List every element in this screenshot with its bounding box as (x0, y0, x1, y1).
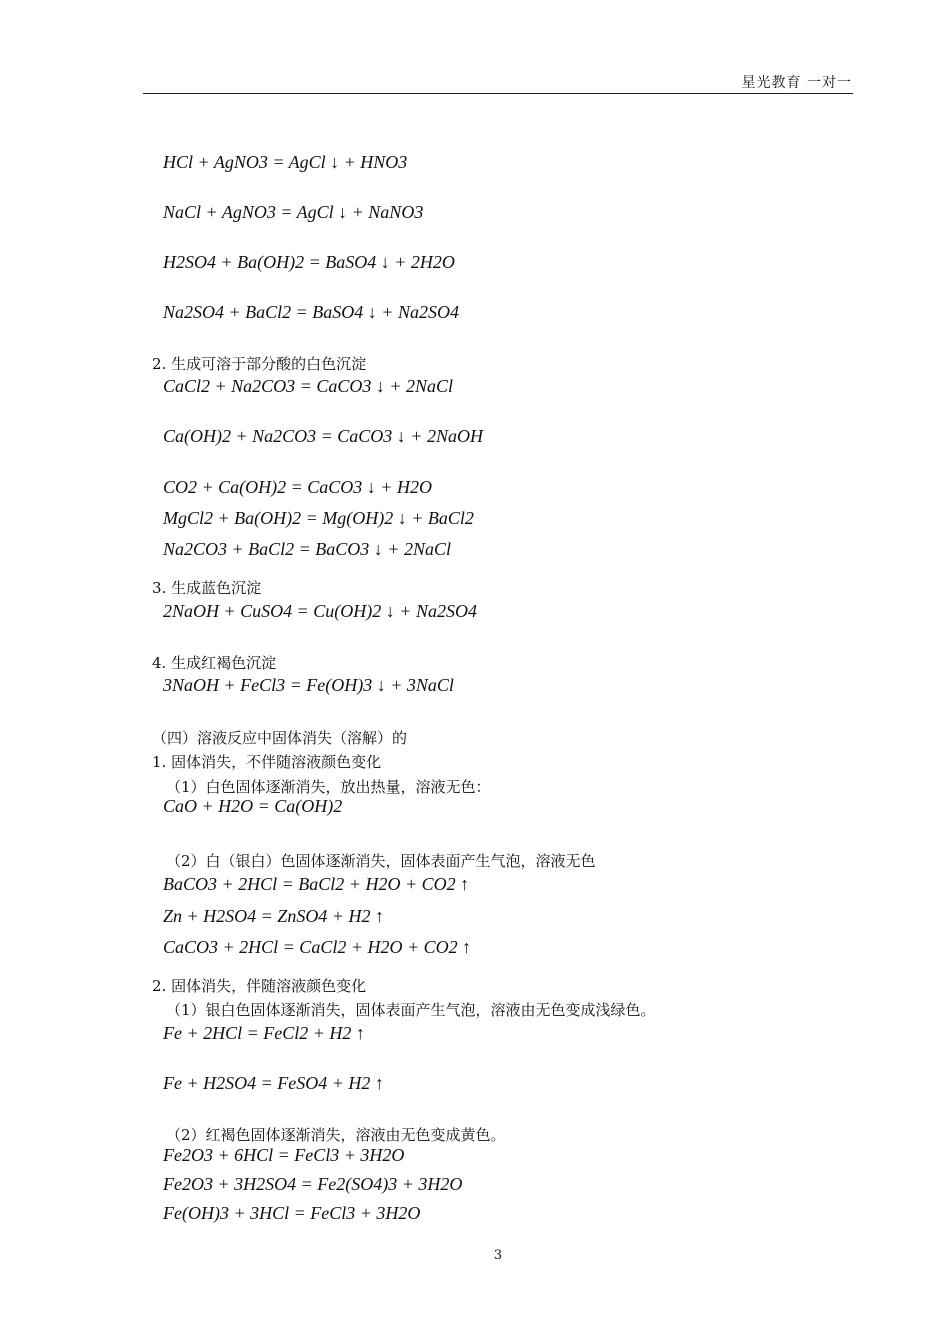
eq-cacl2-na2co3: CaCl2 + Na2CO3 = CaCO3 ↓ + 2NaCl (163, 376, 453, 396)
eq-fe2o3-hcl: Fe2O3 + 6HCl = FeCl3 + 3H2O (163, 1145, 405, 1165)
header-brand: 星光教育 一对一 (741, 75, 852, 91)
eq-co2-caoh2: CO2 + Ca(OH)2 = CaCO3 ↓ + H2O (163, 477, 432, 497)
eq-nacl-agno3: NaCl + AgNO3 = AgCl ↓ + NaNO3 (163, 202, 424, 222)
heading-blue-ppt: 3. 生成蓝色沉淀 (152, 579, 262, 597)
heading-red-brown-ppt: 4. 生成红褐色沉淀 (152, 654, 277, 672)
heading-solid-color-change: 2. 固体消失，伴随溶液颜色变化 (152, 977, 367, 995)
note-silver-to-light-green: （1）银白色固体逐渐消失，固体表面产生气泡，溶液由无色变成浅绿色。 (166, 1001, 656, 1019)
eq-fe-h2so4: Fe + H2SO4 = FeSO4 + H2 ↑ (163, 1073, 384, 1093)
note-red-brown-to-yellow: （2）红褐色固体逐渐消失，溶液由无色变成黄色。 (166, 1126, 506, 1144)
section-four-title: （四）溶液反应中固体消失（溶解）的 (152, 729, 408, 747)
page-number: 3 (493, 1248, 503, 1263)
heading-white-ppt-partial-acid: 2. 生成可溶于部分酸的白色沉淀 (152, 355, 367, 373)
header-rule (143, 93, 853, 94)
eq-cao-h2o: CaO + H2O = Ca(OH)2 (163, 796, 343, 816)
eq-zn-h2so4: Zn + H2SO4 = ZnSO4 + H2 ↑ (163, 906, 384, 926)
eq-feoh3-hcl: Fe(OH)3 + 3HCl = FeCl3 + 3H2O (163, 1203, 421, 1223)
heading-solid-no-color: 1. 固体消失，不伴随溶液颜色变化 (152, 753, 382, 771)
eq-caoh2-na2co3: Ca(OH)2 + Na2CO3 = CaCO3 ↓ + 2NaOH (163, 426, 483, 446)
eq-fe-hcl: Fe + 2HCl = FeCl2 + H2 ↑ (163, 1023, 365, 1043)
eq-hcl-agno3: HCl + AgNO3 = AgCl ↓ + HNO3 (163, 152, 408, 172)
note-silver-white-bubbles: （2）白（银白）色固体逐渐消失，固体表面产生气泡，溶液无色 (166, 852, 596, 870)
eq-baco3-hcl: BaCO3 + 2HCl = BaCl2 + H2O + CO2 ↑ (163, 874, 470, 894)
eq-h2so4-baoh2: H2SO4 + Ba(OH)2 = BaSO4 ↓ + 2H2O (163, 252, 455, 272)
note-white-solid-heat: （1）白色固体逐渐消失，放出热量，溶液无色： (166, 778, 491, 796)
eq-caco3-hcl: CaCO3 + 2HCl = CaCl2 + H2O + CO2 ↑ (163, 937, 472, 957)
eq-na2co3-bacl2: Na2CO3 + BaCl2 = BaCO3 ↓ + 2NaCl (163, 539, 451, 559)
eq-na2so4-bacl2: Na2SO4 + BaCl2 = BaSO4 ↓ + Na2SO4 (163, 302, 459, 322)
eq-fe2o3-h2so4: Fe2O3 + 3H2SO4 = Fe2(SO4)3 + 3H2O (163, 1174, 463, 1194)
eq-naoh-fecl3: 3NaOH + FeCl3 = Fe(OH)3 ↓ + 3NaCl (163, 675, 454, 695)
eq-naoh-cuso4: 2NaOH + CuSO4 = Cu(OH)2 ↓ + Na2SO4 (163, 601, 477, 621)
eq-mgcl2-baoh2: MgCl2 + Ba(OH)2 = Mg(OH)2 ↓ + BaCl2 (163, 508, 474, 528)
